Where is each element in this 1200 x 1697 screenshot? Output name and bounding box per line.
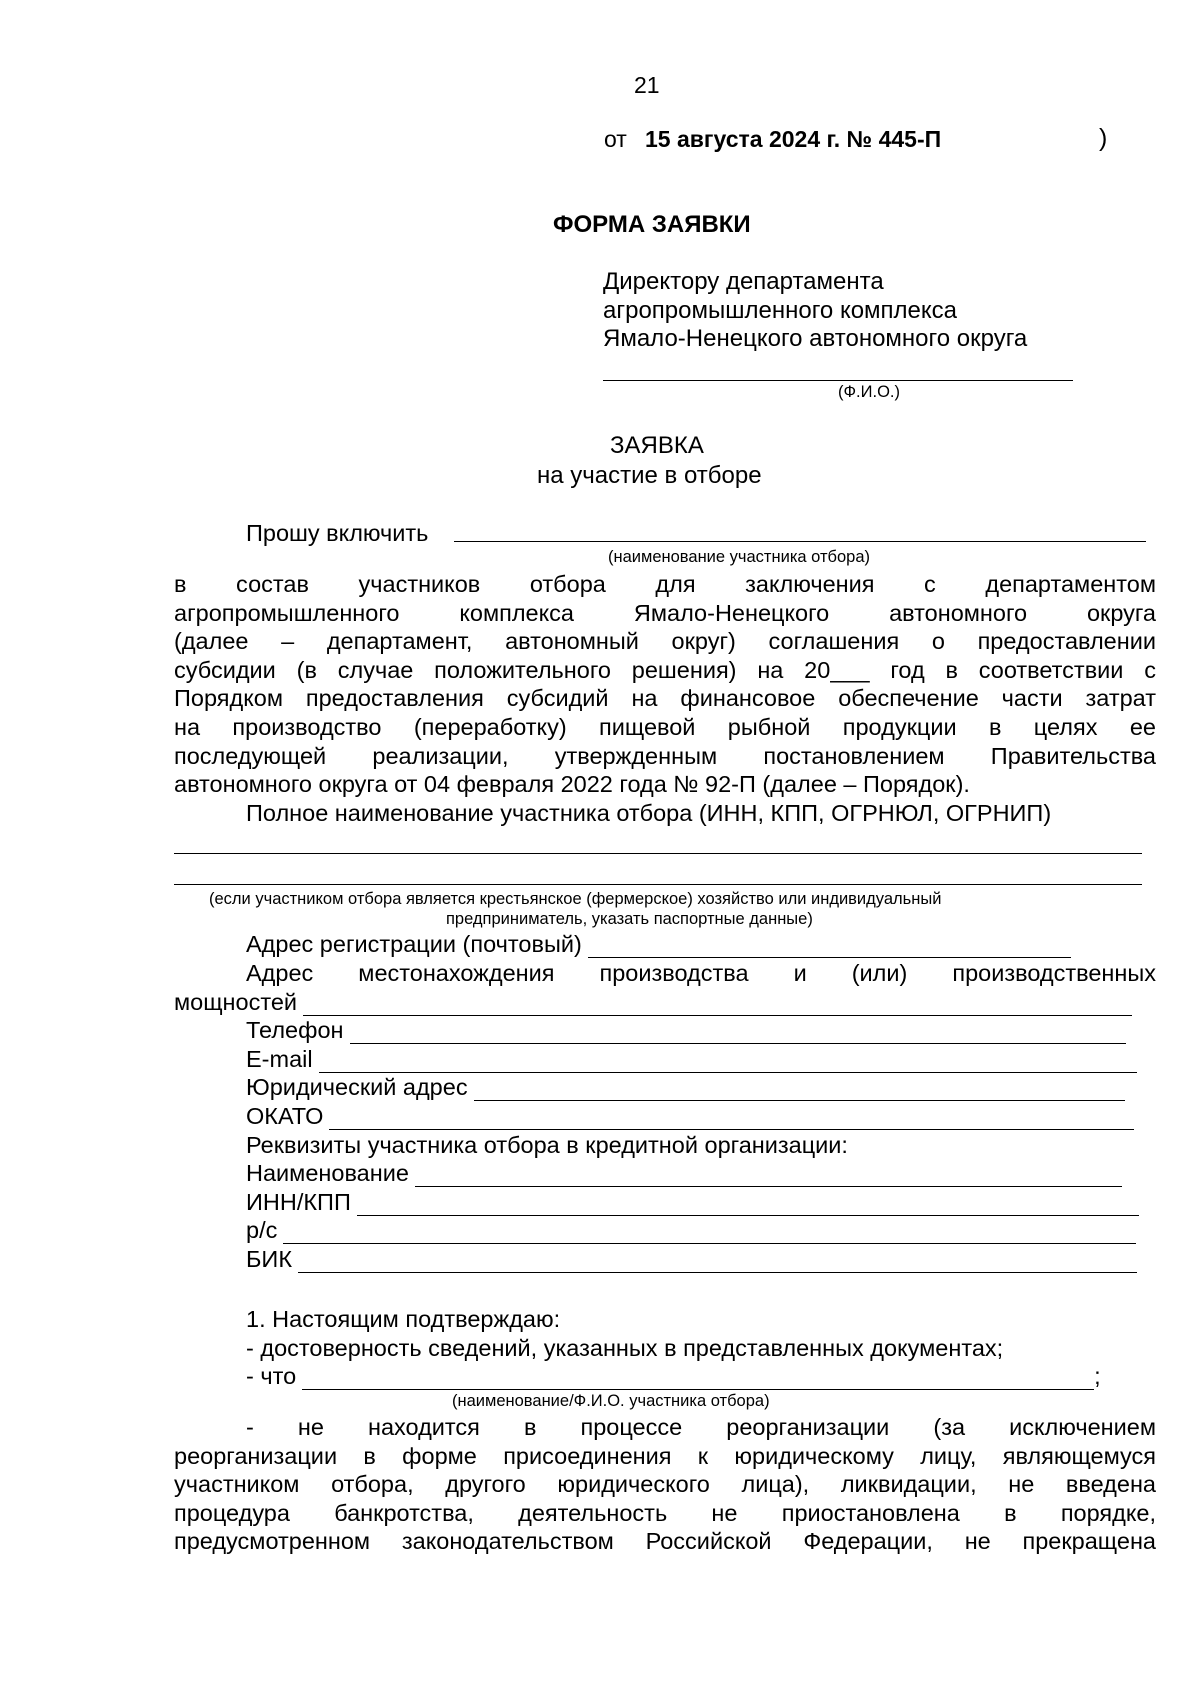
paragraph-line: предусмотренном законодательством Российской Федерации, не прекращена [174, 1528, 1156, 1554]
paragraph-line: реорганизации в форме присоединения к юридическому лицу, являющемуся [174, 1443, 1156, 1469]
addressee-line: агропромышленного комплекса [603, 296, 958, 324]
full-name-label: Полное наименование участника отбора (ИНН, КПП, ОГРНЮЛ, ОГРНИП) [246, 800, 1052, 826]
location-blank [303, 993, 1132, 1016]
addressee-line: Директору департамента [603, 268, 884, 295]
addressee-line: Ямало-Ненецкого автономного округа [603, 325, 1028, 352]
full-name-caption-1: (если участником отбора является крестьянское (фермерское) хозяйство или индивидуальный [209, 890, 942, 908]
paragraph-line-text: - не находится в процессе реорганизации (за исключением [246, 1414, 1156, 1440]
participant-name-line [454, 541, 1146, 542]
decree-closing-paren: ) [1099, 124, 1108, 152]
field-email [246, 1045, 1137, 1073]
request-lead: Прошу включить [246, 520, 429, 546]
field-label: E-mail [246, 1046, 313, 1072]
page-number: 21 [634, 72, 660, 98]
okato-blank [329, 1107, 1134, 1130]
confirm-item-1: - достоверность сведений, указанных в представленных документах; [246, 1335, 1004, 1361]
inn-kpp-blank [357, 1193, 1139, 1216]
participant-name-caption: (наименование участника отбора) [608, 548, 871, 566]
application-title: ЗАЯВКА [610, 432, 704, 459]
item2-suffix: ; [1094, 1363, 1101, 1389]
paragraph-line: автономного округа от 04 февраля 2022 года № 92-П (далее – Порядок). [174, 771, 970, 798]
field-label: БИК [246, 1246, 293, 1272]
reg-address-blank [588, 935, 1071, 958]
paragraph-line: участником отбора, другого юридического лица), ликвидации, не введена [174, 1471, 1156, 1497]
field-inn-kpp [246, 1188, 1139, 1216]
bank-name-blank [415, 1164, 1122, 1187]
paragraph-line [174, 1413, 1156, 1442]
form-title: ФОРМА ЗАЯВКИ [553, 211, 751, 238]
field-label: Адрес регистрации (почтовый) [246, 931, 582, 957]
field-label: Телефон [246, 1017, 344, 1043]
confirm-heading: 1. Настоящим подтверждаю: [246, 1306, 561, 1332]
field-bank-heading [246, 1131, 848, 1159]
paragraph-line: субсидии (в случае положительного решения) на 20___ год в соответствии с [174, 656, 1156, 683]
fio-caption: (Ф.И.О.) [838, 383, 900, 401]
field-location-line2 [174, 988, 1132, 1016]
field-okato [246, 1102, 1134, 1130]
email-blank [319, 1050, 1137, 1073]
bik-blank [298, 1250, 1137, 1273]
decree-prefix: от [604, 126, 627, 152]
field-location-line1 [174, 959, 1156, 988]
confirm-item-2-caption: (наименование/Ф.И.О. участника отбора) [452, 1392, 770, 1410]
full-name-line-1 [174, 853, 1142, 854]
field-label: р/с [246, 1217, 278, 1243]
paragraph-line: последующей реализации, утвержденным постановлением Правительства [174, 742, 1156, 769]
field-label: Юридический адрес [246, 1074, 468, 1100]
paragraph-line: на производство (переработку) пищевой рыбной продукции в целях ее [174, 714, 1156, 740]
paragraph-line: в состав участников отбора для заключения с департаментом [174, 571, 1156, 597]
account-blank [283, 1221, 1136, 1244]
full-name-line-2 [174, 884, 1142, 885]
application-subtitle: на участие в отборе [537, 462, 762, 489]
field-label: Наименование [246, 1160, 409, 1186]
full-name-caption-2: предприниматель, указать паспортные данные) [446, 910, 813, 928]
paragraph-line: процедура банкротства, деятельность не приостановлена в порядке, [174, 1500, 1156, 1526]
decree-date-number: 15 августа 2024 г. № 445-П [645, 126, 942, 152]
field-phone [246, 1016, 1126, 1044]
phone-blank [350, 1021, 1126, 1044]
field-reg-address [246, 930, 1071, 958]
confirm-item-2 [246, 1362, 1101, 1390]
fio-line [603, 380, 1073, 381]
field-bik [246, 1245, 1137, 1273]
legal-address-blank [474, 1078, 1125, 1101]
field-label: ОКАТО [246, 1103, 324, 1129]
field-label: Реквизиты участника отбора в кредитной организации: [246, 1132, 848, 1158]
addressee-block [603, 268, 1027, 354]
paragraph-line: Порядком предоставления субсидий на финансовое обеспечение части затрат [174, 685, 1156, 712]
field-label: Адрес местонахождения производства и (или) производственных [246, 960, 1156, 986]
field-account [246, 1216, 1136, 1244]
paragraph-line: агропромышленного комплекса Ямало-Ненецкого автономного округа [174, 599, 1156, 626]
field-bank-name [246, 1159, 1122, 1187]
field-legal-address [246, 1073, 1125, 1101]
field-label: ИНН/КПП [246, 1189, 351, 1215]
participant-blank [302, 1367, 1094, 1390]
field-label: мощностей [174, 989, 298, 1015]
paragraph-line: (далее – департамент, автономный округ) соглашения о предоставлении [174, 628, 1156, 655]
field-label: - что [246, 1363, 297, 1389]
